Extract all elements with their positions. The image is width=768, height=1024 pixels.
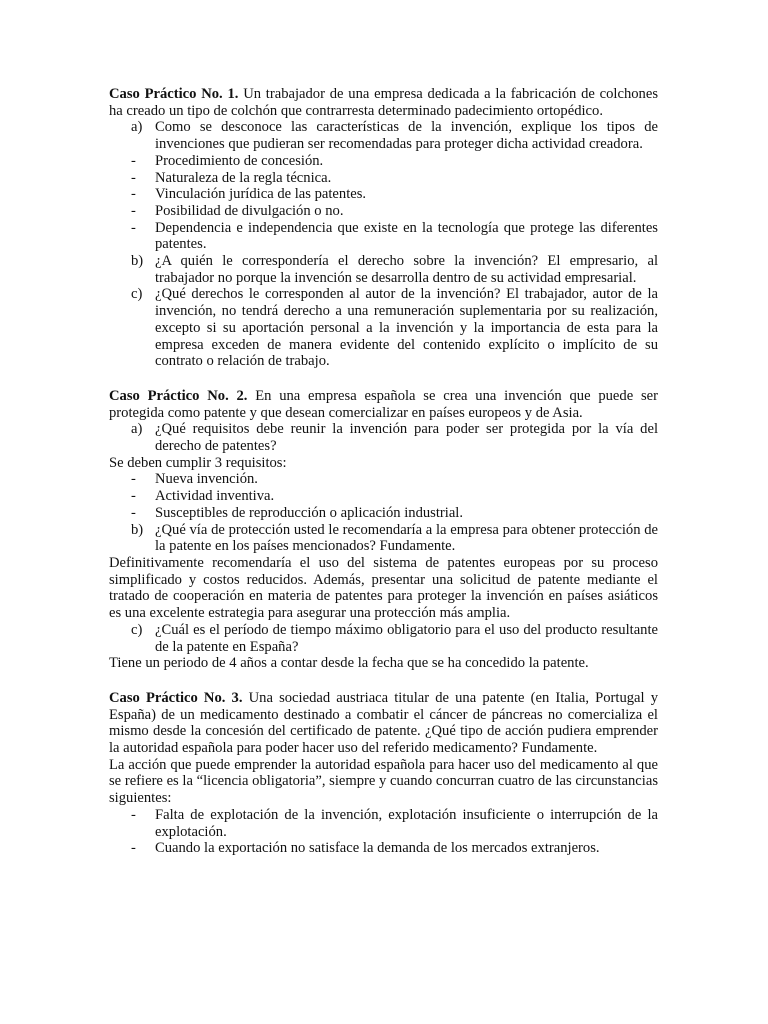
document-body: [109, 86, 658, 857]
case-3-section: [109, 690, 658, 857]
case-2-answer-b: Definitivamente recomendaría el uso del sistema de patentes europeas por su proceso simplificado y costos reducidos. Además, presentar una solicitud de patente mediante el tratado de cooperación en materia de patentes para proteger la invención en países asiáticos es una excelente estrategia para asegurar una protección más amplia.: [109, 554, 658, 622]
case-1-section: [109, 86, 658, 370]
case-1-item-a: a) Como se desconoce las características de la invención, explique los tipos de invenciones que pudieran ser recomendadas para proteger dicha actividad creadora.: [131, 119, 658, 153]
case-2-heading: Caso Práctico No. 2.: [109, 387, 248, 404]
case-2-requirement-actividad: - Actividad inventiva.: [131, 488, 275, 505]
case-1-bullet-divulgacion: - Posibilidad de divulgación o no.: [131, 202, 344, 219]
case-1-bullet-procedimiento: - Procedimiento de concesión.: [131, 152, 324, 169]
case-2-question-c: c) ¿Cuál es el período de tiempo máximo obligatorio para el uso del producto resultante de la patente en España?: [131, 621, 658, 655]
case-1-item-b: b) ¿A quién le correspondería el derecho sobre la invención? El empresario, al trabajador no porque la invención se desarrolla dentro de su actividad empresarial.: [131, 253, 658, 286]
case-2-intro: Caso Práctico No. 2. En una empresa española se crea una invención que puede ser protegida como patente y que desean comercializar en países europeos y de Asia.: [109, 387, 658, 421]
case-1-bullet-dependencia: - Dependencia e independencia que existe en la tecnología que protege las diferentes patentes.: [131, 219, 658, 253]
case-1-bullet-naturaleza: - Naturaleza de la regla técnica.: [131, 169, 332, 186]
case-3-bullet-explotacion: - Falta de explotación de la invención, explotación insuficiente o interrupción de la explotación.: [131, 806, 658, 840]
case-2-answer-c: Tiene un periodo de 4 años a contar desde la fecha que se ha concedido la patente.: [109, 655, 589, 672]
case-2-answer-a-intro: Se deben cumplir 3 requisitos:: [109, 454, 287, 471]
case-3-bullet-exportacion: - Cuando la exportación no satisface la demanda de los mercados extranjeros.: [131, 840, 600, 857]
case-1-heading: Caso Práctico No. 1.: [109, 86, 239, 102]
case-2-requirement-susceptibles: - Susceptibles de reproducción o aplicación industrial.: [131, 504, 464, 521]
case-1-intro: Caso Práctico No. 1. Un trabajador de una empresa dedicada a la fabricación de colchones ha creado un tipo de colchón que contrarresta determinado padecimiento ortopédico.: [109, 86, 659, 119]
case-1-bullet-vinculacion: - Vinculación jurídica de las patentes.: [131, 186, 367, 203]
case-1-item-c: c) ¿Qué derechos le corresponden al autor de la invención? El trabajador, autor de la invención, no tendrá derecho a una remuneración suplementaria por su realización, excepto si su aportación personal a la invención y la importancia de esta para la empresa exceden de manera evidente del contenido explícito o implícito de su contrato o relación de trabajo.: [131, 286, 658, 370]
case-3-intro: Caso Práctico No. 3. Una sociedad austriaca titular de una patente (en Italia, Portugal y España) de un medicamento destinado a combatir el cáncer de páncreas no comercializa el mismo desde la concesión del certificado de patente. ¿Qué tipo de acción pudiera emprender la autoridad española para poder hacer uso del referido medicamento? Fundamente.: [109, 689, 659, 757]
case-2-requirement-nueva: - Nueva invención.: [131, 471, 258, 488]
case-2-question-a: a) ¿Qué requisitos debe reunir la invención para poder ser protegida por la vía del derecho de patentes?: [131, 421, 658, 455]
case-2-section: [109, 388, 658, 672]
case-3-heading: Caso Práctico No. 3.: [109, 689, 243, 706]
case-2-question-b: b) ¿Qué vía de protección usted le recomendaría a la empresa para obtener protección de la patente en los países mencionados? Fundamente.: [131, 521, 658, 555]
case-3-answer: La acción que puede emprender la autoridad española para hacer uso del medicamento al que se refiere es la “licencia obligatoria”, siempre y cuando concurran cuatro de las circunstancias siguientes:: [109, 756, 658, 807]
